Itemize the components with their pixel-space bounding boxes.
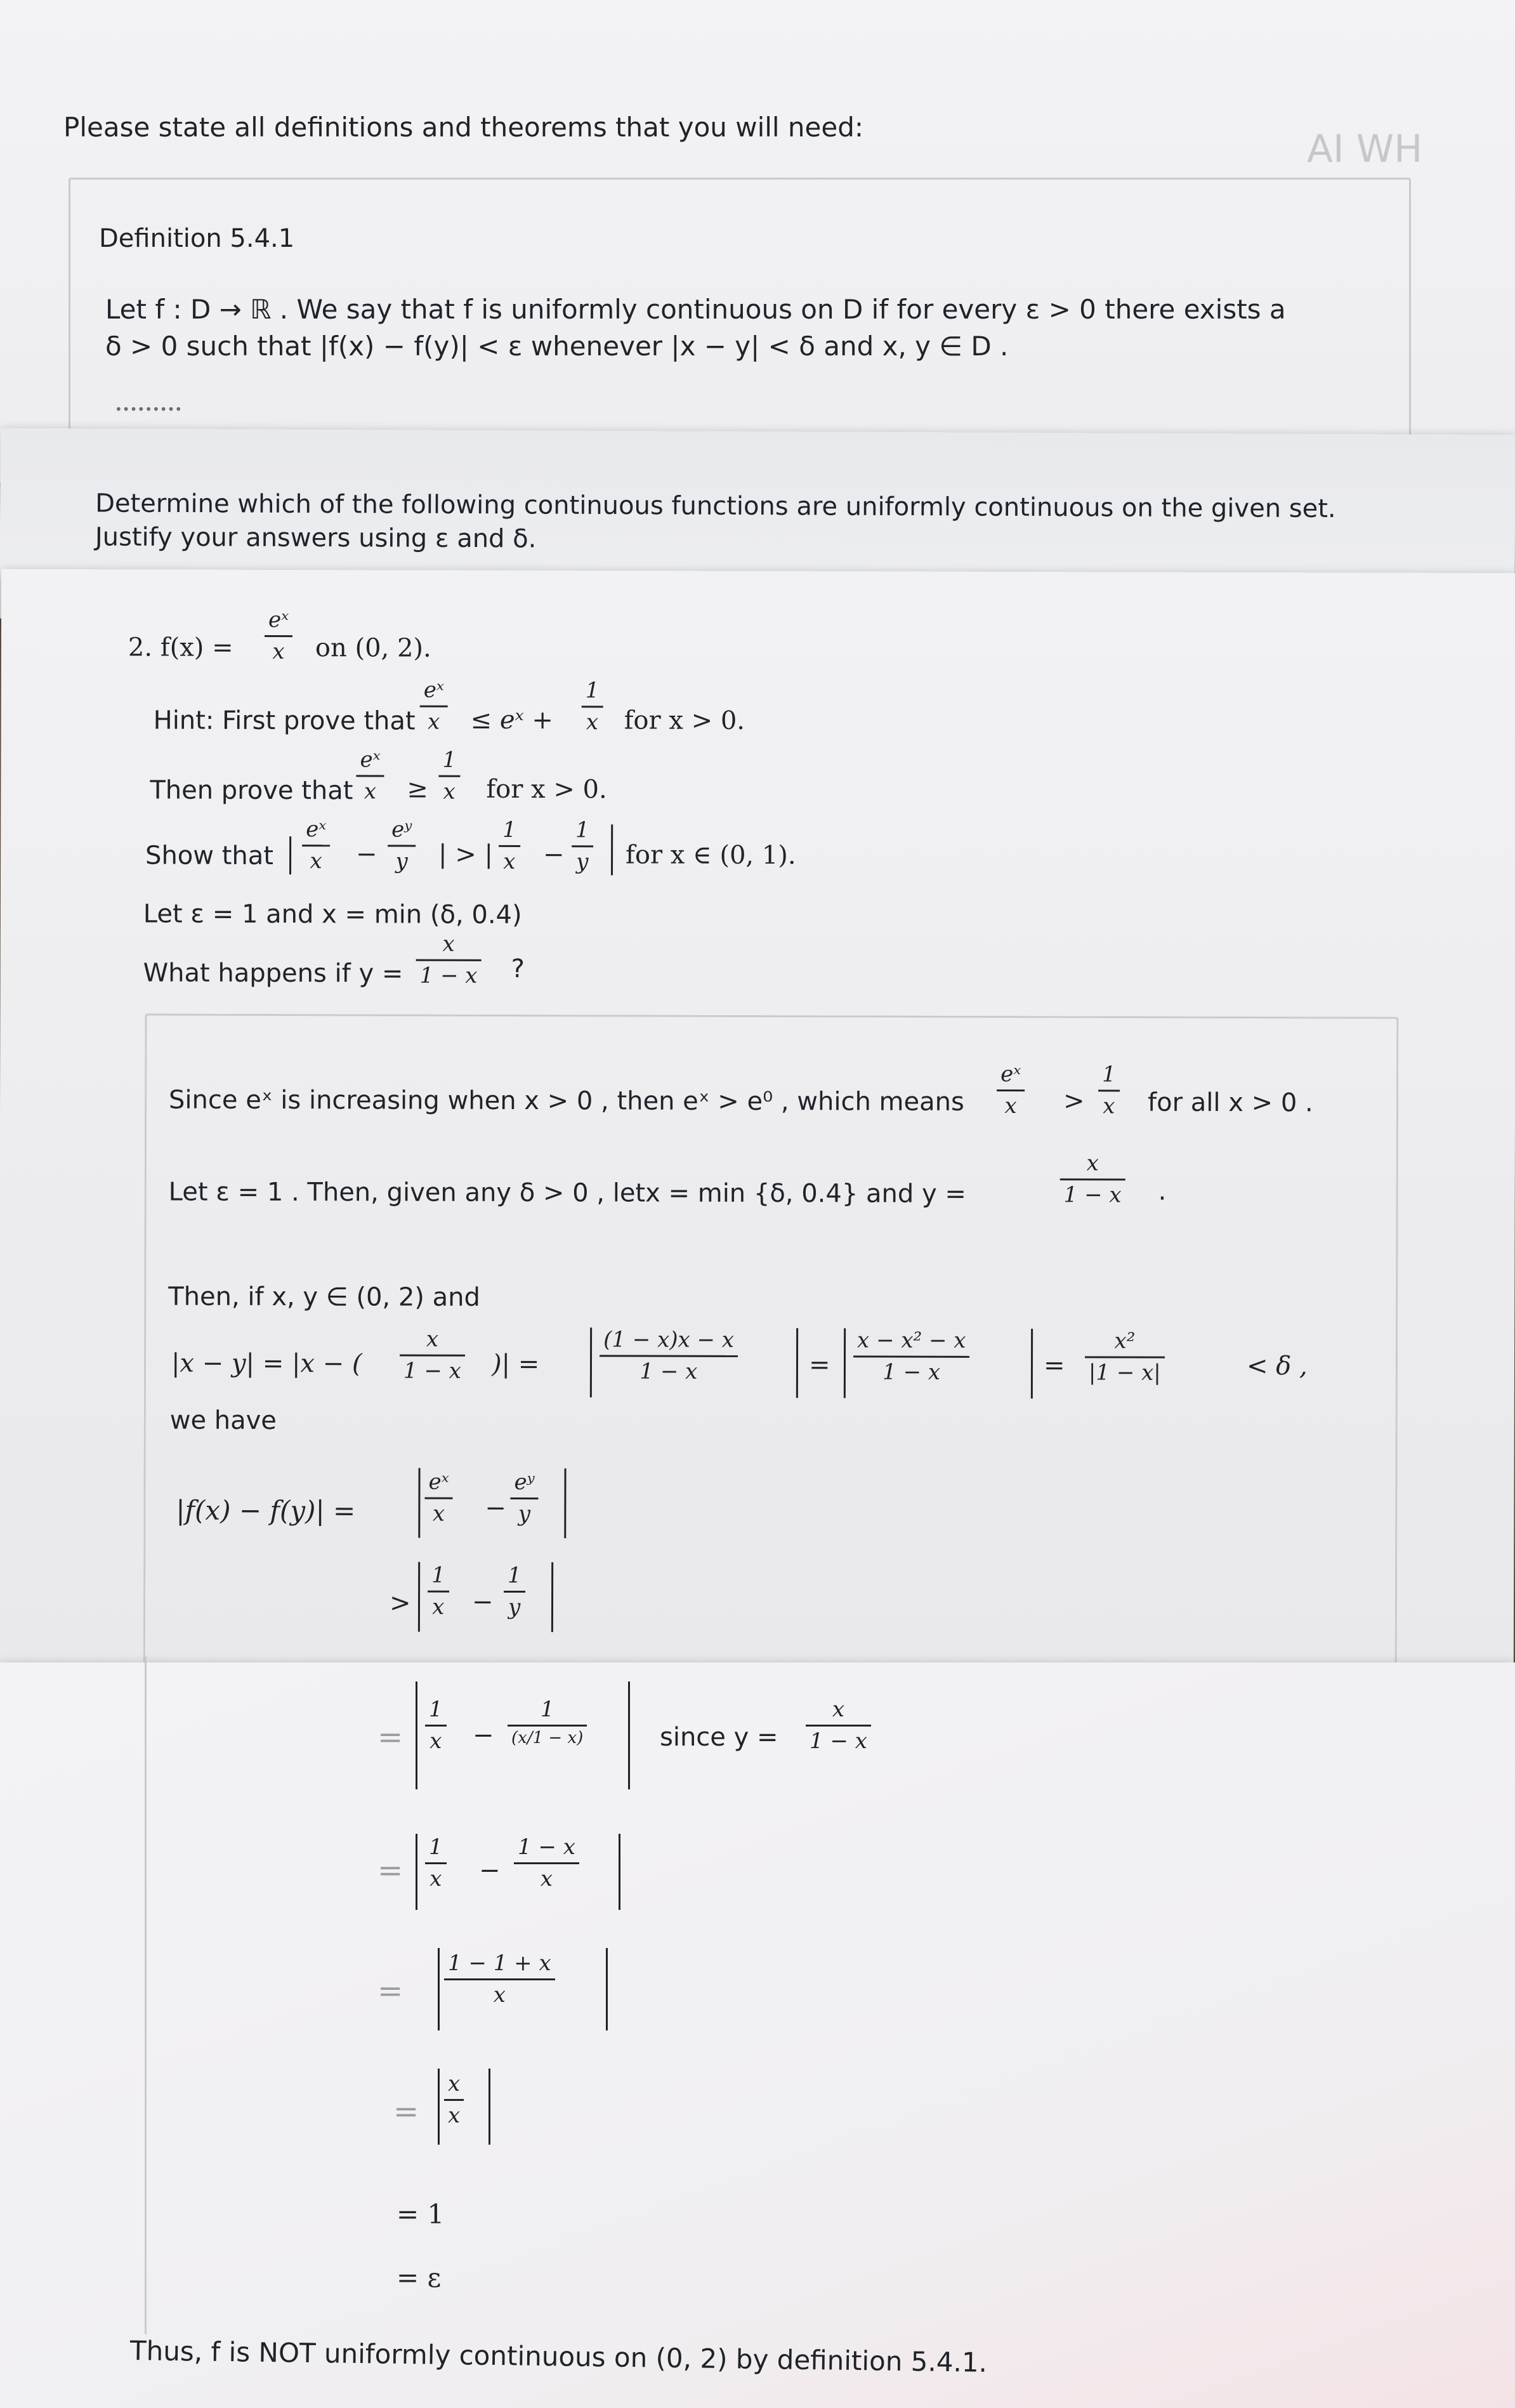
problem-fraction: eˣ x: [265, 608, 292, 664]
hint-3-fraction-ey: eʸ y: [388, 817, 416, 874]
hint-1-condition: for x > 0.: [624, 706, 745, 735]
step-1-fraction-x: 1 x: [425, 1697, 447, 1754]
fx-abs-right: [564, 1468, 566, 1538]
bleed-through-mark: AI WH: [1307, 127, 1423, 171]
step-1-equals: =: [377, 1720, 403, 1755]
hint-2-condition: for x > 0.: [486, 774, 607, 805]
hint-2-one-over-x: 1 x: [438, 748, 460, 805]
step-3-fraction: 1 − 1 + x x: [444, 1951, 555, 2008]
xy-fraction-b: x − x² − x 1 − x: [853, 1328, 970, 1385]
hint-3-condition: for x ∈ (0, 1).: [626, 840, 796, 871]
step-2-abs-left: [416, 1834, 417, 1910]
definition-box: [69, 178, 1411, 448]
xy-abs-a-right: [796, 1328, 798, 1398]
instructions-text: Please state all definitions and theorems that you will need:: [63, 112, 864, 143]
xy-close-text: )| =: [491, 1349, 540, 1379]
since-y-fraction: x 1 − x: [806, 1697, 871, 1754]
task-line-1: Determine which of the following continuous functions are uniformly continuous on the given set.: [95, 489, 1336, 523]
hint-5-text: What happens if y =: [143, 958, 403, 989]
step-2-minus: −: [479, 1856, 501, 1885]
gt-step-sign: >: [389, 1588, 411, 1618]
hint-3-abs-right: [611, 824, 613, 875]
equals-one: = 1: [397, 2199, 445, 2230]
hint-3-minus: −: [356, 839, 377, 869]
definition-line-2: δ > 0 such that |f(x) − f(y)| < ε whenever |x − y| < δ and x, y ∈ D .: [105, 331, 1009, 362]
step-4-fraction: x x: [444, 2072, 464, 2128]
step-2-fraction-b: 1 − x x: [514, 1835, 579, 1892]
hint-3-one-over-y: 1 y: [572, 818, 593, 874]
step-4-equals: =: [393, 2094, 419, 2129]
gt-abs-right: [551, 1562, 553, 1632]
hint-3-minus-2: −: [543, 840, 565, 870]
hint-1-one-over-x: 1 x: [582, 678, 603, 735]
fx-fraction-ey: eʸ y: [510, 1470, 538, 1527]
xy-abs-text: |x − y| = |x − (: [171, 1348, 362, 1379]
fx-minus: −: [485, 1493, 506, 1523]
fx-fy-text: |f(x) − f(y)| =: [176, 1494, 356, 1527]
hint-3-one-over-x: 1 x: [499, 818, 520, 874]
definition-title: Definition 5.4.1: [99, 224, 295, 253]
since-fraction-one: 1 x: [1098, 1062, 1120, 1119]
xy-lt-delta: < δ ,: [1246, 1352, 1308, 1381]
hint-1-fraction: eˣ x: [420, 678, 448, 735]
step-2-equals: =: [377, 1853, 403, 1888]
step-4-abs-left: [438, 2069, 440, 2145]
definition-dots: •••••••••: [115, 402, 183, 417]
continuation-box: [145, 1656, 1396, 2335]
definition-line-1: Let f : D → ℝ . We say that f is uniformly continuous on D if for every ε > 0 there exists a: [105, 294, 1286, 325]
step-1-abs-right: [628, 1681, 630, 1789]
step-2-fraction-x: 1 x: [425, 1835, 447, 1892]
since-text: Since eˣ is increasing when x > 0 , then eˣ > e⁰ , which means: [169, 1085, 964, 1117]
since-fraction-ex: eˣ x: [997, 1062, 1025, 1119]
gt-abs-left: [418, 1562, 420, 1632]
fx-fraction-ex: eˣ x: [424, 1470, 452, 1527]
xy-equals-2: =: [1043, 1351, 1065, 1381]
hint-1-rhs: ≤ eˣ +: [470, 705, 554, 735]
problem-sheet: [0, 569, 1515, 1671]
gt-fraction-x: 1 x: [428, 1563, 449, 1620]
gt-fraction-y: 1 y: [504, 1563, 525, 1620]
we-have-text: we have: [169, 1405, 277, 1436]
fx-abs-left: [418, 1468, 420, 1538]
xy-abs-a-left: [590, 1327, 592, 1397]
step-3-equals: =: [377, 1973, 403, 2009]
answer-box: [143, 1013, 1399, 1678]
step-1-abs-left: [416, 1681, 417, 1789]
problem-set: on (0, 2).: [315, 633, 431, 663]
hint-4-text: Let ε = 1 and x = min (δ, 0.4): [143, 899, 522, 930]
since-y-text: since y =: [660, 1723, 778, 1752]
then-if-text: Then, if x, y ∈ (0, 2) and: [168, 1282, 480, 1312]
xy-abs-b-right: [1031, 1329, 1033, 1398]
hint-2-fraction: eˣ x: [356, 747, 384, 804]
definitions-sheet: [0, 0, 1515, 482]
xy-fraction-a: (1 − x)x − x 1 − x: [600, 1327, 738, 1385]
step-2-abs-right: [619, 1834, 620, 1910]
hint-2-op: ≥: [407, 774, 428, 804]
step-1-minus: −: [473, 1721, 494, 1750]
problem-label: 2. f(x) =: [128, 633, 233, 662]
step-1-fraction-nested: 1 (x/1 − x): [508, 1697, 587, 1748]
step-1-nested-num: x: [518, 1728, 527, 1748]
hint-3-gt: | > |: [438, 839, 494, 869]
hint-5-question: ?: [511, 954, 525, 984]
let-epsilon-text: Let ε = 1 . Then, given any δ > 0 , letx = min {δ, 0.4} and y =: [168, 1177, 966, 1209]
conclusion-text: Thus, f is NOT uniformly continuous on (0, 2) by definition 5.4.1.: [129, 2335, 988, 2378]
step-4-abs-right: [489, 2069, 490, 2145]
let-period: .: [1158, 1176, 1167, 1206]
hint-3-abs-left: [289, 836, 291, 874]
xy-fraction-c: x² |1 − x|: [1085, 1329, 1165, 1386]
gt-minus: −: [471, 1587, 494, 1617]
continuation-sheet: [0, 1662, 1515, 2408]
since-post: for all x > 0 .: [1148, 1088, 1313, 1118]
step-3-abs-left: [438, 1948, 440, 2030]
xy-inner-fraction: x 1 − x: [400, 1327, 465, 1384]
task-line-2: Justify your answers using ε and δ.: [95, 522, 537, 554]
let-y-fraction: x 1 − x: [1060, 1151, 1125, 1207]
hint-2-text: Then prove that: [150, 775, 353, 806]
equals-epsilon: = ε: [397, 2262, 442, 2293]
hint-3-text: Show that: [145, 841, 274, 871]
step-3-abs-right: [606, 1948, 608, 2030]
since-gt: >: [1063, 1086, 1085, 1116]
hint-1-text: Hint: First prove that: [153, 706, 416, 736]
step-1-nested-den: 1 − x: [532, 1728, 577, 1748]
xy-abs-b-left: [844, 1328, 846, 1398]
hint-3-fraction-ex: eˣ x: [302, 817, 330, 874]
hint-5-fraction: x 1 − x: [416, 932, 482, 989]
xy-equals-1: =: [808, 1350, 830, 1380]
